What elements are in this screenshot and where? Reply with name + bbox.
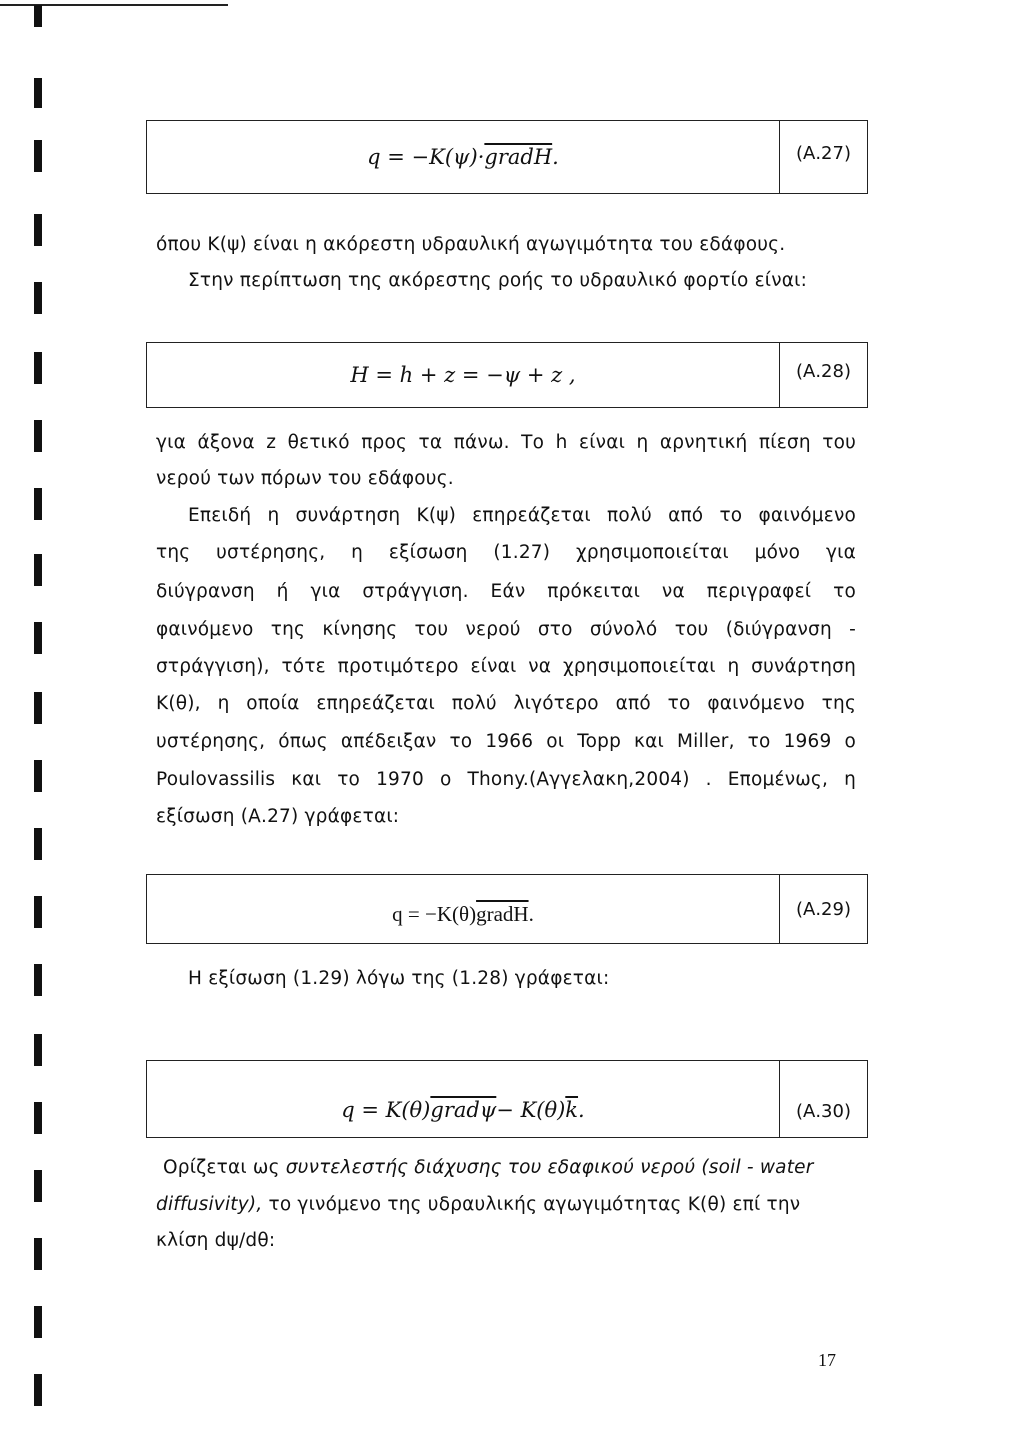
text-line: διύγρανση ή για στράγγιση. Εάν πρόκειται να περιγραφεί το <box>156 581 856 602</box>
scan-margin-mark <box>34 78 42 108</box>
text-line: όπου Κ(ψ) είναι η ακόρεστη υδραυλική αγωγιμότητα του εδάφους. <box>156 234 786 255</box>
equation-number-a27: (Α.27) <box>779 121 867 193</box>
equation-a27 <box>147 121 779 193</box>
equation-a29-grad: gradH <box>476 901 529 926</box>
text-line: Κ(θ), η οποία επηρεάζεται πολύ λιγότερο από το φαινόμενο της <box>156 693 856 714</box>
scan-margin-mark <box>34 692 42 724</box>
scan-margin-mark <box>34 760 42 792</box>
text-emphasis: diffusivity), <box>156 1194 263 1215</box>
scan-margin-mark <box>34 554 42 586</box>
scan-margin-mark <box>34 964 42 996</box>
page-number: 17 <box>818 1350 836 1370</box>
text-line: νερού των πόρων του εδάφους. <box>156 468 454 489</box>
equation-box-a28 <box>146 342 868 408</box>
scan-margin-mark <box>34 1034 42 1066</box>
scan-margin-mark <box>34 140 42 172</box>
equation-a30-mid: − K(θ) <box>496 1098 566 1122</box>
equation-a30 <box>147 1061 779 1137</box>
equation-a28: H = h + z = −ψ + z , <box>350 363 576 387</box>
text-line-definition <box>163 1157 863 1178</box>
equation-box-a30 <box>146 1060 868 1138</box>
scan-margin-mark <box>34 1238 42 1270</box>
text-line: Επειδή η συνάρτηση Κ(ψ) επηρεάζεται πολύ από το φαινόμενο <box>188 505 856 526</box>
scan-margin-mark <box>34 1170 42 1202</box>
scan-margin-mark <box>34 352 42 384</box>
equation-a27-end: . <box>552 145 559 169</box>
equation-box-a27 <box>146 120 868 194</box>
scan-margin-mark <box>34 214 42 246</box>
equation-a27-grad: gradH <box>484 145 553 169</box>
scan-margin-mark <box>34 622 42 654</box>
equation-number-a30: (Α.30) <box>779 1061 867 1137</box>
equation-a30-lhs: q = K(θ) <box>341 1098 431 1122</box>
scan-margin-mark <box>34 1306 42 1338</box>
equation-a29 <box>147 875 779 943</box>
equation-a29-lhs: q = −K(θ) <box>392 901 477 926</box>
text-line: Η εξίσωση (1.29) λόγω της (1.28) γράφεται: <box>188 968 610 989</box>
scan-margin-mark <box>34 488 42 520</box>
scan-margin-mark <box>34 896 42 928</box>
text-line: Στην περίπτωση της ακόρεστης ροής το υδραυλικό φορτίο είναι: <box>188 270 808 291</box>
scan-margin-mark <box>34 282 42 314</box>
scan-margin-mark <box>34 1374 42 1406</box>
equation-a30-k: $\overline{k}$ <box>565 1098 579 1122</box>
text-line: εξίσωση (Α.27) γράφεται: <box>156 806 400 827</box>
text-line: υστέρησης, όπως απέδειξαν το 1966 οι Topp και Miller, το 1969 ο <box>156 731 856 752</box>
scan-margin-mark <box>34 420 42 452</box>
equation-a27-lhs: q = −K(ψ)· <box>367 145 485 169</box>
equation-number-a28: (Α.28) <box>779 343 867 407</box>
text-line: της υστέρησης, η εξίσωση (1.27) χρησιμοποιείται μόνο για <box>156 542 856 563</box>
equation-box-a29 <box>146 874 868 944</box>
equation-a30-end: . <box>578 1098 585 1122</box>
equation-a30-grad: gradψ <box>430 1098 497 1122</box>
scan-margin-mark <box>34 828 42 860</box>
text-line: στράγγιση), τότε προτιμότερο είναι να χρησιμοποιείται η συνάρτηση <box>156 656 856 677</box>
text-line: φαινόμενο της κίνησης του νερού στο σύνολό του (διύγρανση - <box>156 619 856 640</box>
text-line-definition <box>156 1194 800 1215</box>
text-line: Poulovassilis και το 1970 ο Thony.(Αγγελακη,2004) . Επομένως, η <box>156 769 856 790</box>
text-emphasis: συντελεστής διάχυσης του εδαφικού νερού (soil - water <box>285 1157 814 1178</box>
text-span: το γινόμενο της υδραυλικής αγωγιμότητας Κ(θ) επί την <box>262 1194 801 1215</box>
equation-a29-end: . <box>528 901 534 926</box>
text-span: Ορίζεται ως <box>163 1157 286 1178</box>
scan-margin-mark <box>34 1102 42 1134</box>
equation-number-a29: (Α.29) <box>779 875 867 943</box>
text-line: για άξονα z θετικό προς τα πάνω. Το h είναι η αρνητική πίεση του <box>156 432 856 453</box>
scan-margin-mark <box>34 5 42 27</box>
text-line: κλίση dψ/dθ: <box>156 1230 276 1251</box>
